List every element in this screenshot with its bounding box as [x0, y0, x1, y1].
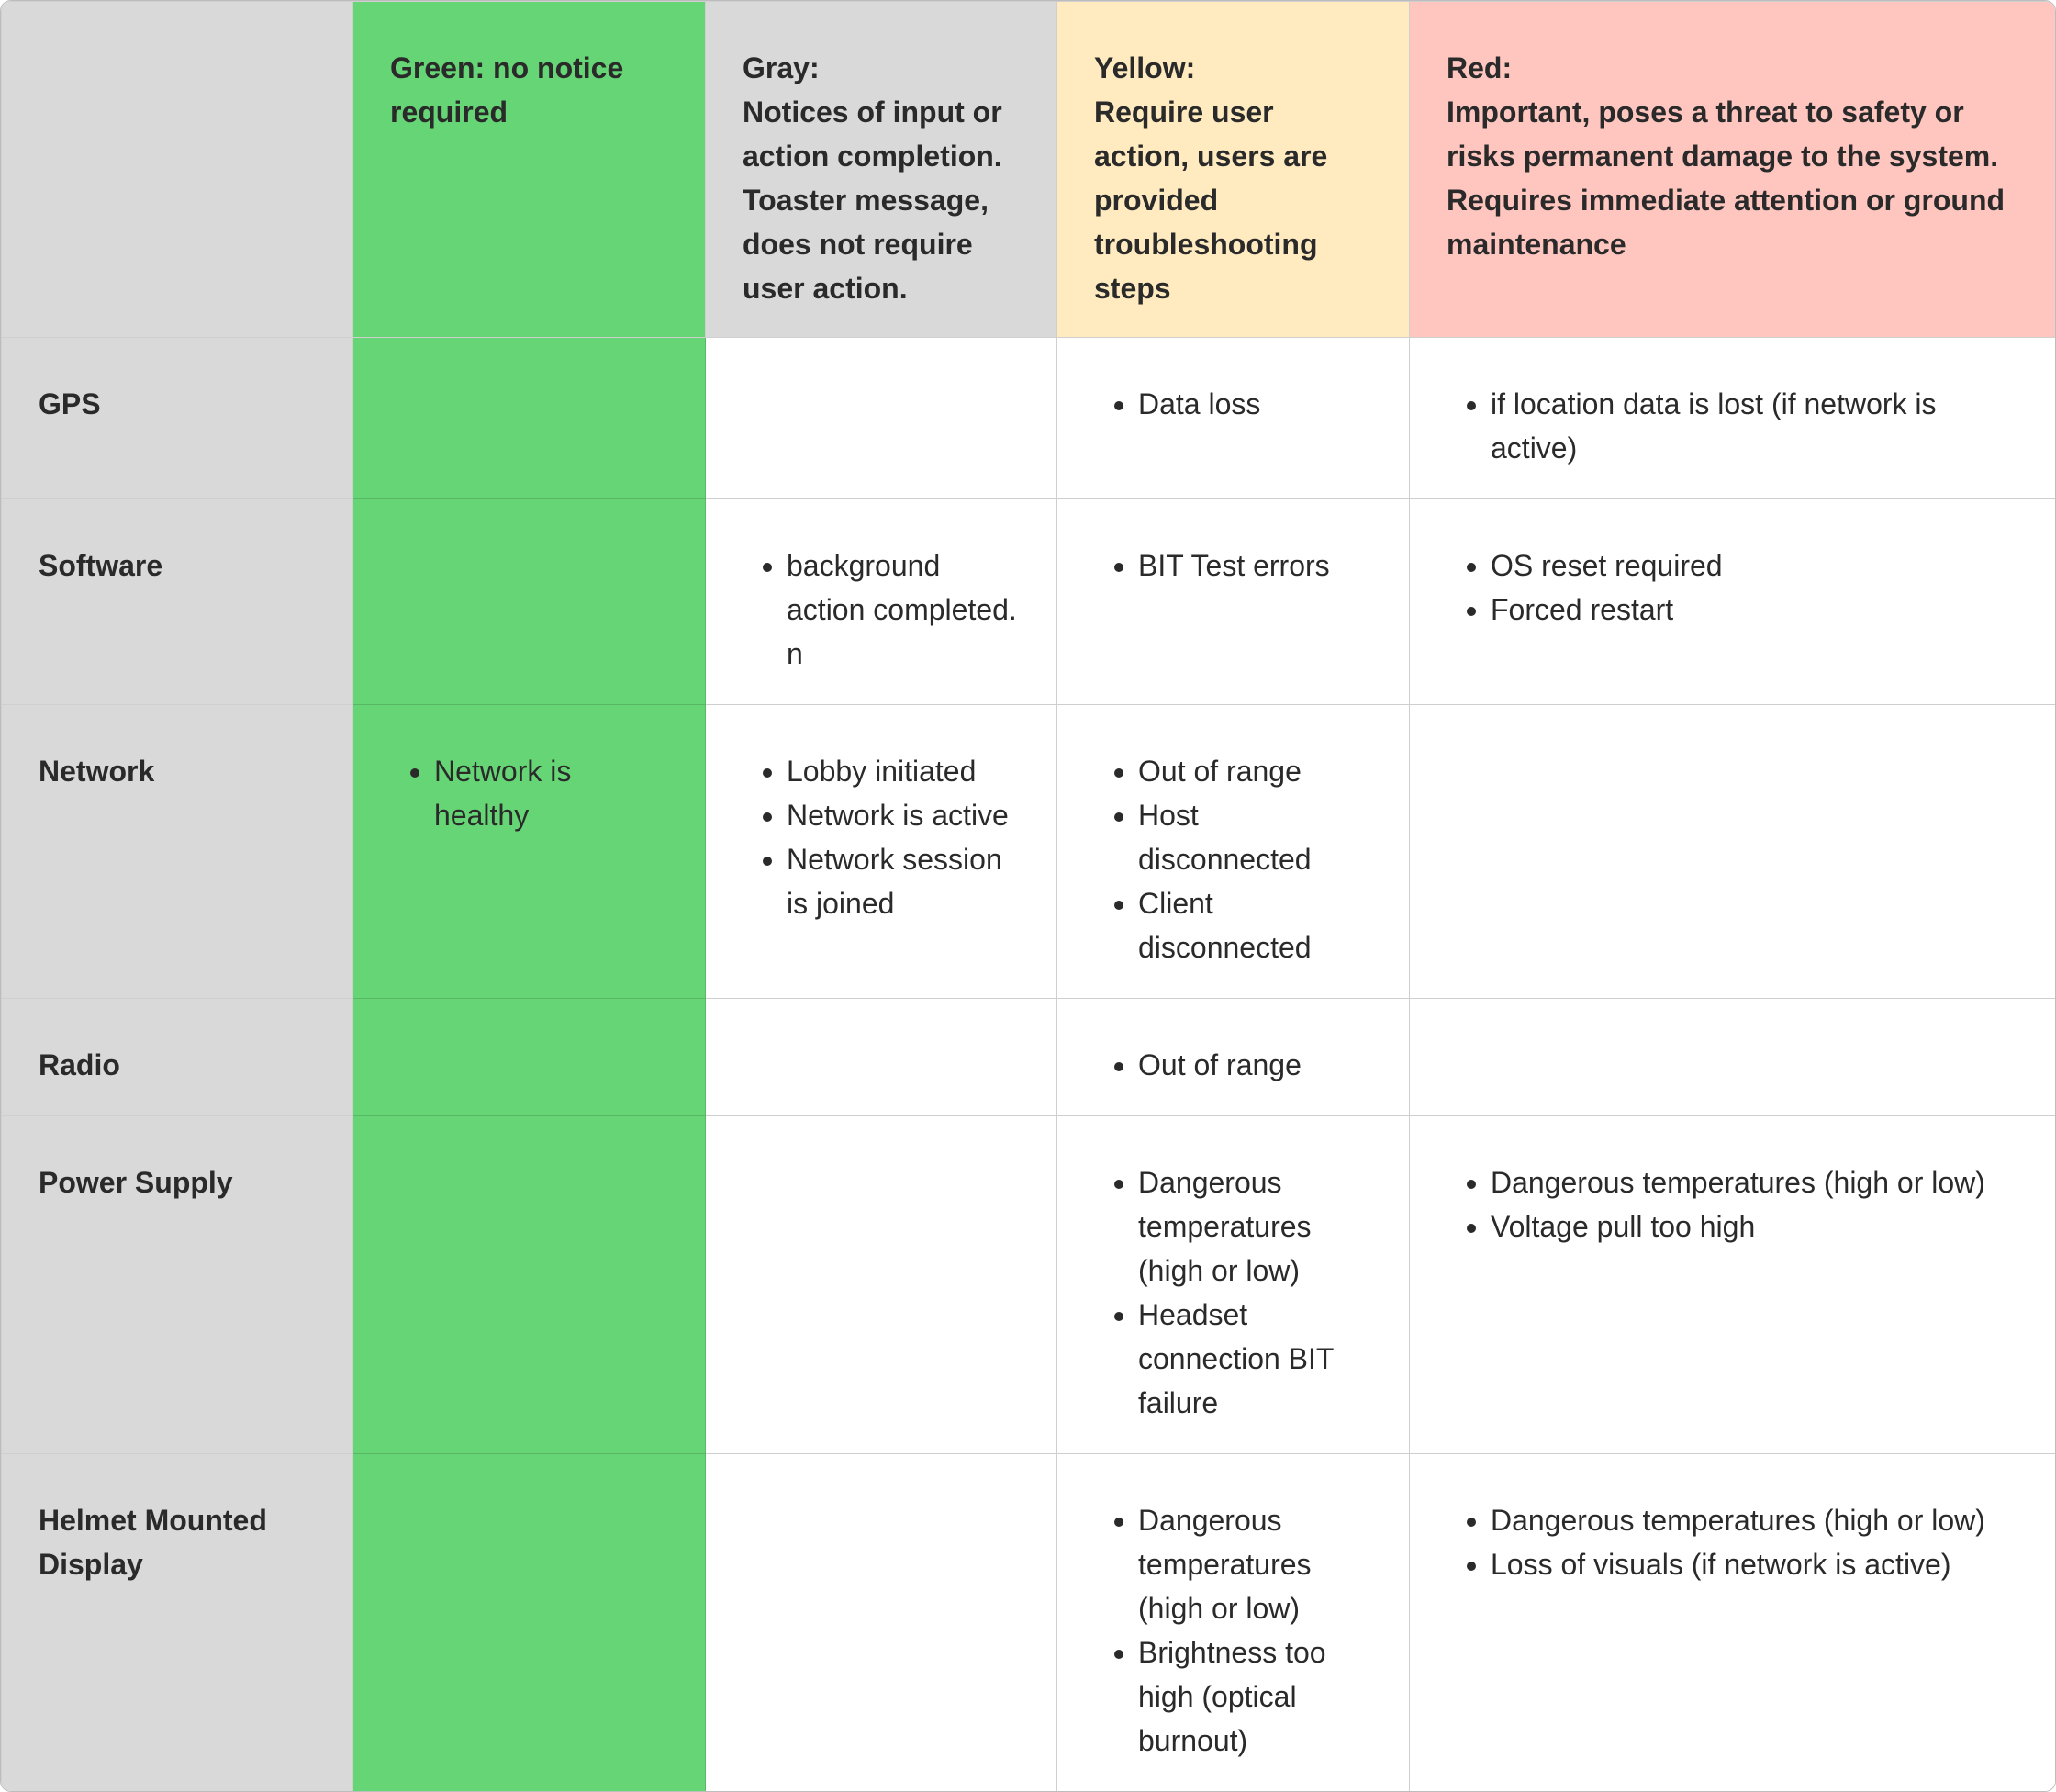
cell-red: [1410, 338, 2056, 499]
cell-green: [353, 499, 706, 705]
matrix-body: [2, 338, 2056, 1792]
table-row: [2, 499, 2056, 705]
cell-gray: [706, 705, 1057, 999]
row-label: Software: [2, 499, 353, 705]
row-label: Helmet Mounted Display: [2, 1454, 353, 1792]
list-item: • Out of range: [1138, 749, 1372, 793]
row-label: GPS: [2, 338, 353, 499]
cell-green: [353, 1116, 706, 1454]
bullet-list: [1447, 1498, 2018, 1586]
list-item: • if location data is lost (if network is active): [1491, 382, 2018, 470]
list-item: • Dangerous temperatures (high or low): [1491, 1160, 2018, 1204]
cell-yellow: [1057, 1454, 1410, 1792]
cell-green: [353, 999, 706, 1116]
cell-yellow: [1057, 499, 1410, 705]
cell-green: [353, 338, 706, 499]
list-item: • Network is active: [787, 793, 1020, 837]
header-corner-cell: [2, 2, 353, 338]
cell-yellow: [1057, 1116, 1410, 1454]
table-row: [2, 999, 2056, 1116]
list-item: • Dangerous temperatures (high or low): [1138, 1160, 1372, 1293]
table-row: [2, 338, 2056, 499]
list-item: • Dangerous temperatures (high or low): [1138, 1498, 1372, 1630]
table-row: [2, 1116, 2056, 1454]
header-row: [2, 2, 2056, 338]
header-green: [353, 2, 706, 338]
bullet-list: [1094, 382, 1372, 426]
header-red-line: Red:: [1447, 51, 1513, 84]
cell-gray: [706, 338, 1057, 499]
cell-red: [1410, 705, 2056, 999]
header-gray-line: Gray:: [743, 51, 820, 84]
cell-gray: [706, 1454, 1057, 1792]
list-item: • Data loss: [1138, 382, 1372, 426]
row-label: Radio: [2, 999, 353, 1116]
bullet-list: [1094, 749, 1372, 969]
list-item: • Forced restart: [1491, 588, 2018, 632]
row-label: Network: [2, 705, 353, 999]
cell-gray: [706, 999, 1057, 1116]
cell-green: [353, 705, 706, 999]
cell-red: [1410, 1454, 2056, 1792]
cell-red: [1410, 1116, 2056, 1454]
header-gray-line: Notices of input or action completion. Toaster message, does not require user action.: [743, 95, 1002, 305]
header-green-line: Green: no notice required: [390, 51, 624, 129]
bullet-list: [1094, 1498, 1372, 1763]
bullet-list: [1094, 1043, 1372, 1087]
cell-gray: [706, 499, 1057, 705]
list-item: • Brightness too high (optical burnout): [1138, 1630, 1372, 1763]
notification-matrix-table: [1, 1, 2056, 1792]
list-item: • Lobby initiated: [787, 749, 1020, 793]
bullet-list: [1447, 382, 2018, 470]
header-yellow-line: Require user action, users are provided troubleshooting steps: [1094, 95, 1328, 305]
bullet-list: [743, 749, 1020, 925]
header-gray: [706, 2, 1057, 338]
table-row: [2, 705, 2056, 999]
header-red-line: Important, poses a threat to safety or risks permanent damage to the system. Requires immediate attention or ground maintenance: [1447, 95, 2006, 261]
list-item: • background action completed. n: [787, 543, 1020, 676]
list-item: • OS reset required: [1491, 543, 2018, 588]
list-item: • Host disconnected: [1138, 793, 1372, 881]
bullet-list: [1447, 543, 2018, 632]
cell-red: [1410, 499, 2056, 705]
bullet-list: [1094, 1160, 1372, 1425]
bullet-list: [743, 543, 1020, 676]
list-item: • Client disconnected: [1138, 881, 1372, 969]
cell-green: [353, 1454, 706, 1792]
header-yellow-line: Yellow:: [1094, 51, 1196, 84]
row-label: Power Supply: [2, 1116, 353, 1454]
list-item: • Network is healthy: [434, 749, 668, 837]
cell-yellow: [1057, 999, 1410, 1116]
list-item: • Loss of visuals (if network is active): [1491, 1542, 2018, 1586]
table-row: [2, 1454, 2056, 1792]
list-item: • Network session is joined: [787, 837, 1020, 925]
list-item: • Headset connection BIT failure: [1138, 1293, 1372, 1425]
bullet-list: [1447, 1160, 2018, 1249]
cell-red: [1410, 999, 2056, 1116]
header-red: [1410, 2, 2056, 338]
bullet-list: [390, 749, 668, 837]
list-item: • BIT Test errors: [1138, 543, 1372, 588]
list-item: • Out of range: [1138, 1043, 1372, 1087]
cell-yellow: [1057, 338, 1410, 499]
cell-gray: [706, 1116, 1057, 1454]
cell-yellow: [1057, 705, 1410, 999]
bullet-list: [1094, 543, 1372, 588]
header-yellow: [1057, 2, 1410, 338]
list-item: • Dangerous temperatures (high or low): [1491, 1498, 2018, 1542]
list-item: • Voltage pull too high: [1491, 1204, 2018, 1249]
